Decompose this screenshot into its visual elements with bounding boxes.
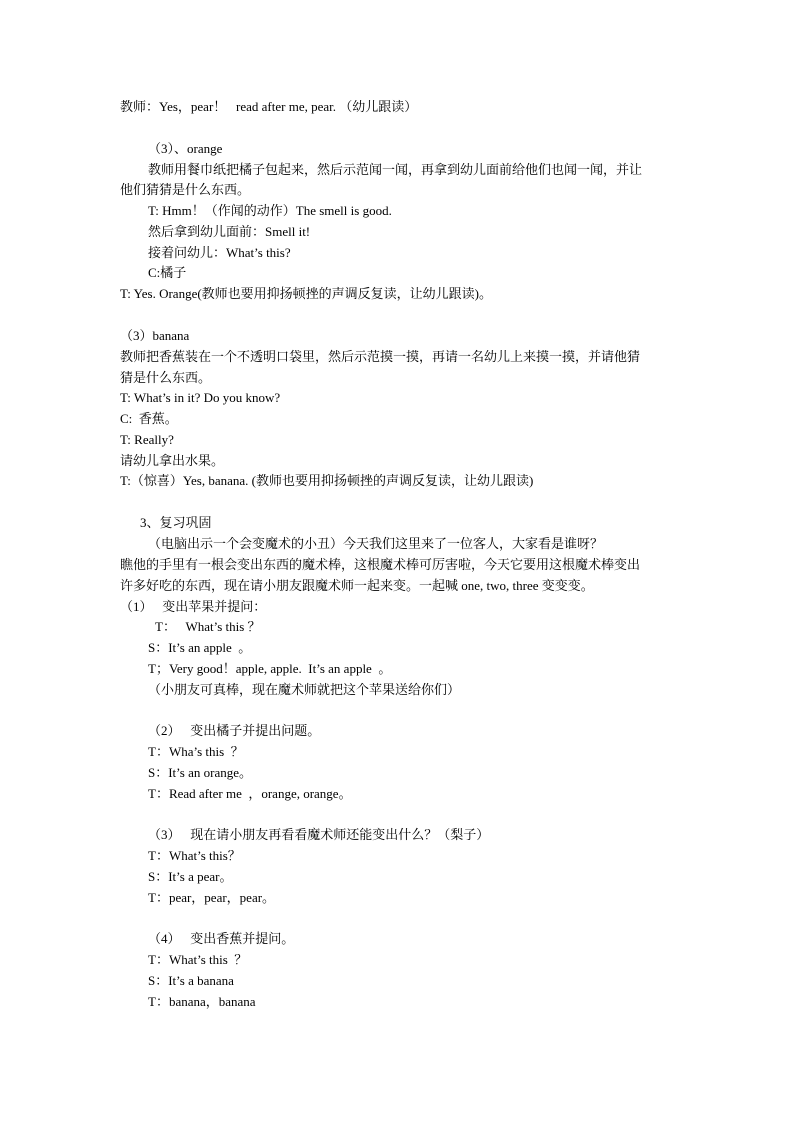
text-line: （小朋友可真棒，现在魔术师就把这个苹果送给你们） — [148, 682, 461, 697]
dialogue-line: T：banana，banana — [148, 994, 256, 1009]
text-line: 许多好吃的东西，现在请小朋友跟魔术师一起来变。一起喊 one, two, three 变变变。 — [120, 578, 594, 593]
dialogue-line: T： What’s this ？ — [155, 619, 261, 634]
text-line: 教师：Yes，pear！ read after me, pear. （幼儿跟读） — [120, 99, 418, 114]
step-heading: （2） 变出橘子并提出问题。 — [148, 723, 321, 738]
step-heading: （3） 现在请小朋友再看看魔术师还能变出什么？（梨子） — [148, 827, 490, 842]
dialogue-line: S：It’s a banana — [148, 973, 234, 988]
dialogue-line: S：It’s an orange。 — [148, 765, 252, 780]
text-line: 教师把香蕉装在一个不透明口袋里，然后示范摸一摸，再请一名幼儿上来摸一摸，并请他猜 — [120, 349, 641, 364]
section-heading: 3、复习巩固 — [140, 515, 212, 530]
section-heading: （3）banana — [120, 328, 190, 343]
dialogue-line: T：What’s this？ — [148, 848, 241, 863]
text-line: 教师用餐巾纸把橘子包起来，然后示范闻一闻，再拿到幼儿面前给他们也闻一闻，并让 — [148, 162, 643, 177]
text-line: 他们猜猜是什么东西。 — [120, 182, 251, 197]
dialogue-line: T: Really? — [120, 432, 174, 447]
dialogue-line: T:（惊喜）Yes, banana. (教师也要用抑扬顿挫的声调反复读，让幼儿跟读) — [120, 473, 534, 488]
text-line: （电脑出示一个会变魔术的小丑）今天我们这里来了一位客人，大家看是谁呀？ — [148, 536, 604, 551]
dialogue-line: C: 香蕉。 — [120, 411, 178, 426]
section-heading: （3）、orange — [148, 141, 223, 156]
dialogue-line: S：It’s an apple 。 — [148, 640, 252, 655]
dialogue-line: T；Very good！apple, apple. It’s an apple 。 — [148, 661, 392, 676]
dialogue-line: T：What’s this ？ — [148, 952, 248, 967]
dialogue-line: C:橘子 — [148, 265, 187, 280]
text-line: 瞧他的手里有一根会变出东西的魔术棒，这根魔术棒可厉害啦，今天它要用这根魔术棒变出 — [120, 557, 641, 572]
text-line: 猜是什么东西。 — [120, 370, 212, 385]
dialogue-line: T：Wha’s this ？ — [148, 744, 244, 759]
dialogue-line: S：It’s a pear。 — [148, 869, 233, 884]
step-heading: （1） 变出苹果并提问： — [120, 599, 267, 614]
dialogue-line: T：pear，pear，pear。 — [148, 890, 276, 905]
text-line: 请幼儿拿出水果。 — [120, 453, 225, 468]
text-line: 然后拿到幼儿面前：Smell it! — [148, 224, 311, 239]
dialogue-line: T: Hmm！（作闻的动作）The smell is good. — [148, 203, 392, 218]
dialogue-line: T: Yes. Orange(教师也要用抑扬顿挫的声调反复读，让幼儿跟读)。 — [120, 286, 493, 301]
step-heading: （4） 变出香蕉并提问。 — [148, 931, 295, 946]
text-line: 接着问幼儿：What’s this? — [148, 245, 291, 260]
dialogue-line: T: What’s in it? Do you know? — [120, 390, 281, 405]
dialogue-line: T：Read after me ，orange, orange。 — [148, 786, 352, 801]
